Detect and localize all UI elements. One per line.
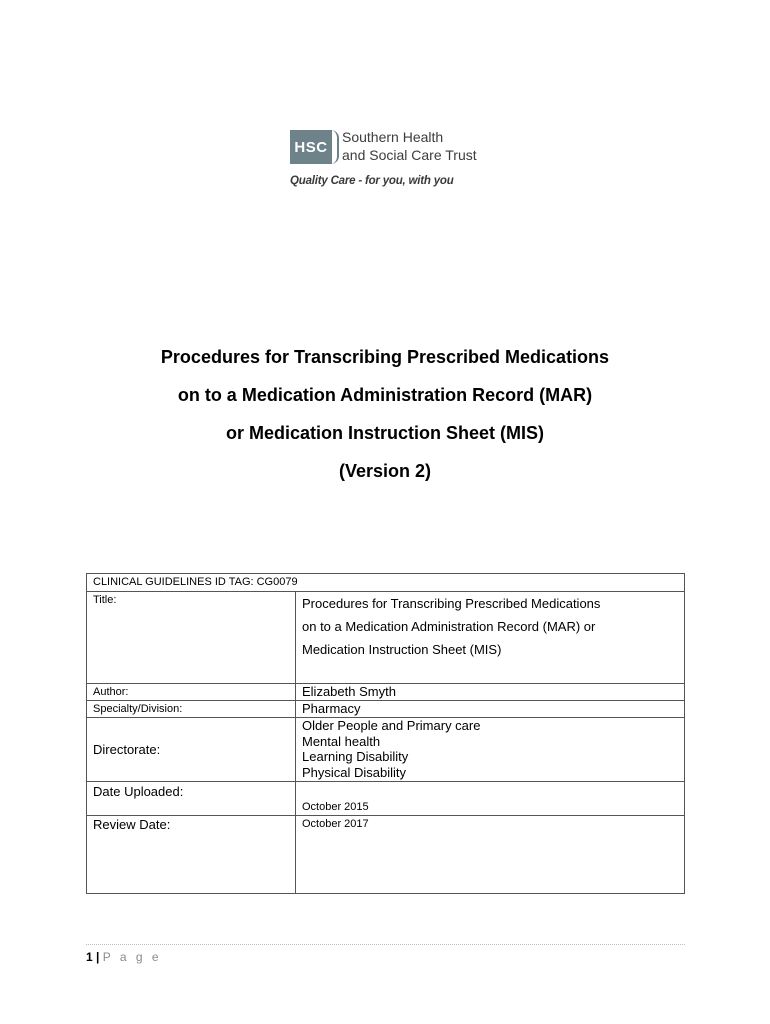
logo-tagline: Quality Care - for you, with you bbox=[290, 175, 454, 187]
title-value-line1: Procedures for Transcribing Prescribed Medications bbox=[302, 596, 601, 611]
author-value: Elizabeth Smyth bbox=[296, 684, 685, 701]
doc-title-line2: on to a Medication Administration Record (MAR) bbox=[177, 385, 593, 405]
title-label: Title: bbox=[87, 592, 296, 684]
date-uploaded-value: October 2015 bbox=[296, 782, 685, 816]
hsc-logo bbox=[290, 124, 490, 194]
page-footer bbox=[86, 950, 162, 964]
org-name-line1: Southern Health bbox=[342, 129, 444, 145]
title-value-line2: on to a Medication Administration Record (MAR) or bbox=[302, 619, 596, 634]
page-number: 1 bbox=[86, 950, 93, 964]
directorate-item: Physical Disability bbox=[302, 764, 407, 780]
hsc-badge: HSC bbox=[290, 130, 332, 164]
specialty-label: Specialty/Division: bbox=[87, 701, 296, 718]
page-word: P a g e bbox=[102, 950, 162, 964]
doc-title-line3: or Medication Instruction Sheet (MIS) bbox=[225, 423, 544, 443]
directorate-item: Older People and Primary care bbox=[302, 718, 481, 733]
specialty-value: Pharmacy bbox=[296, 701, 685, 718]
directorate-item: Learning Disability bbox=[302, 749, 409, 764]
guideline-info-table bbox=[86, 573, 685, 894]
date-uploaded-label: Date Uploaded: bbox=[87, 782, 296, 816]
footer-divider bbox=[86, 944, 685, 945]
review-date-label: Review Date: bbox=[87, 816, 296, 894]
footer-separator: | bbox=[96, 950, 100, 964]
doc-version: (Version 2) bbox=[338, 461, 432, 481]
directorate-values bbox=[296, 718, 685, 782]
org-name-line2: and Social Care Trust bbox=[342, 147, 477, 163]
directorate-label: Directorate: bbox=[87, 718, 296, 782]
review-date-value: October 2017 bbox=[296, 816, 685, 894]
title-value bbox=[296, 592, 685, 684]
author-label: Author: bbox=[87, 684, 296, 701]
guideline-id-tag: CLINICAL GUIDELINES ID TAG: CG0079 bbox=[87, 574, 685, 592]
title-value-line3: Medication Instruction Sheet (MIS) bbox=[302, 642, 502, 657]
doc-title-line1: Procedures for Transcribing Prescribed Medications bbox=[160, 347, 610, 367]
directorate-item: Mental health bbox=[302, 733, 381, 749]
